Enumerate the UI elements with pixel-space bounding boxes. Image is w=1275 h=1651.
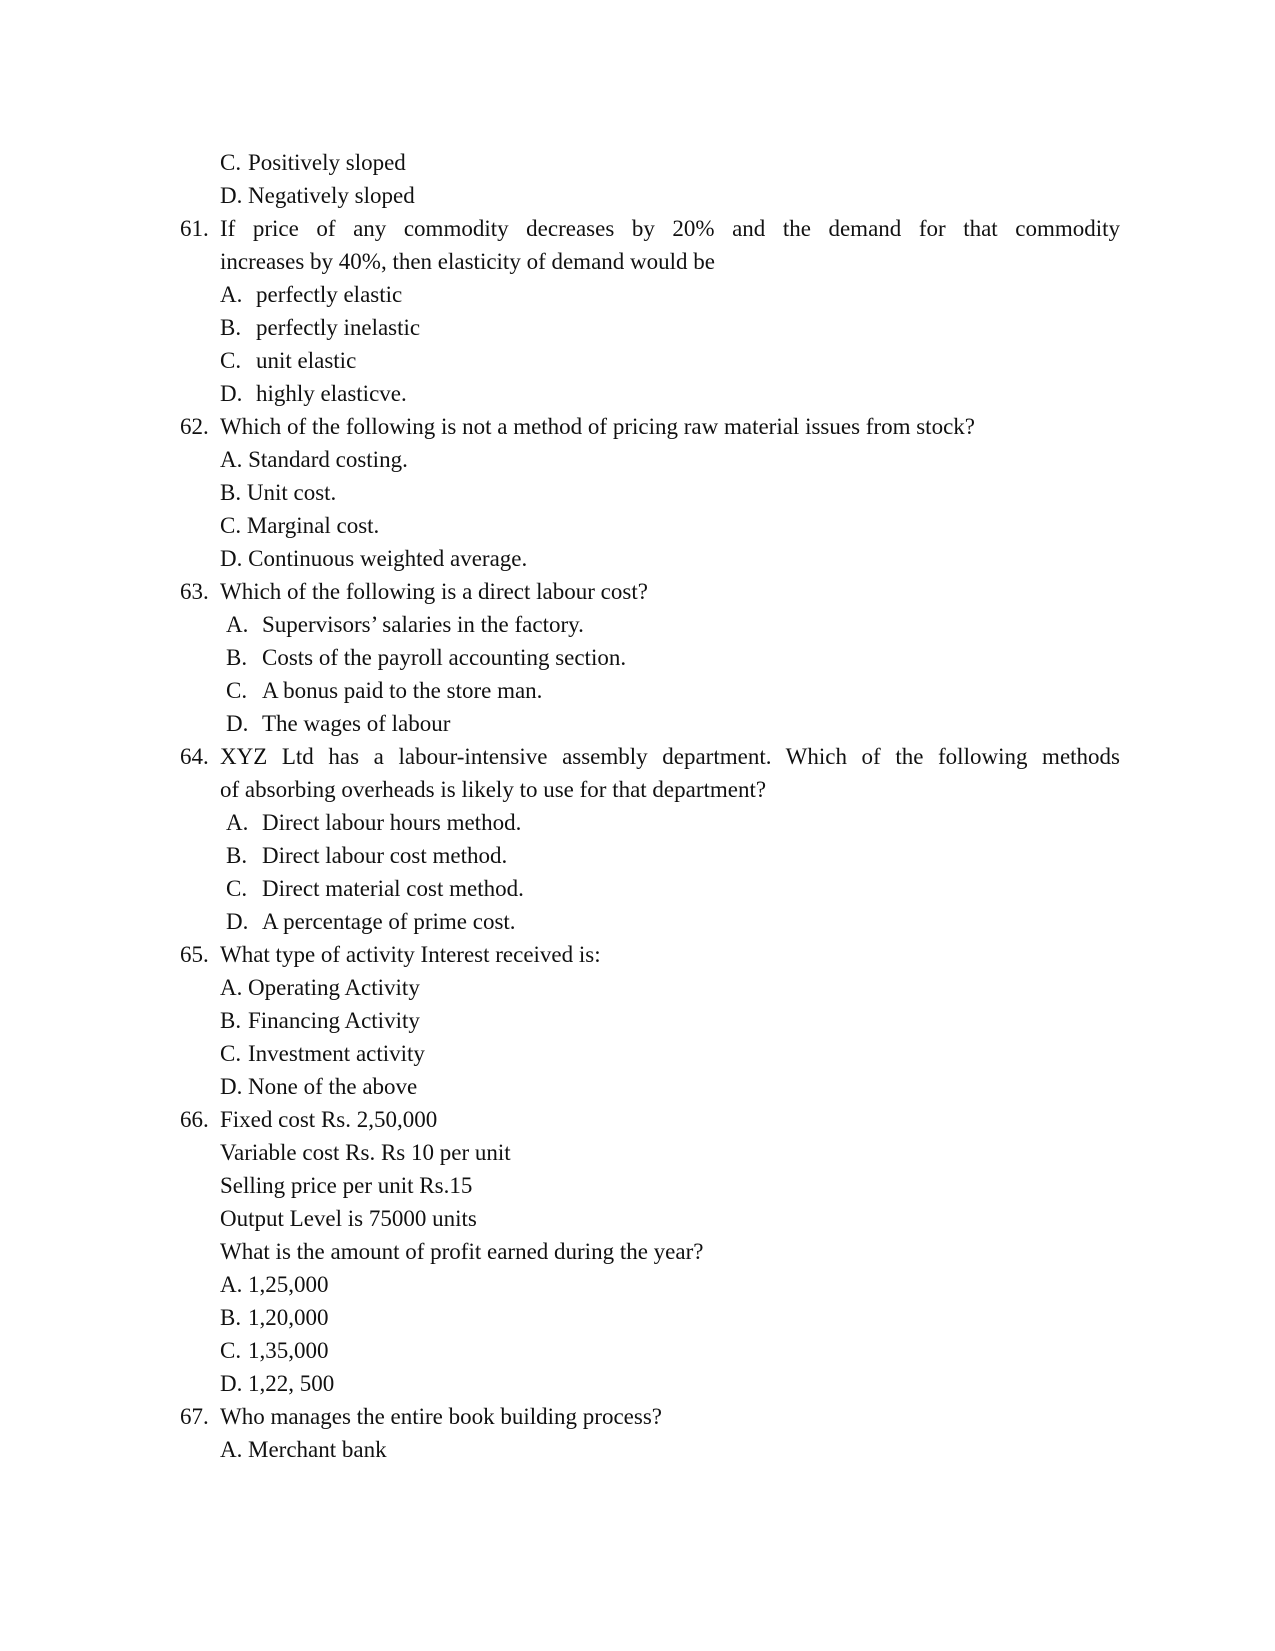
question-detail: Output Level is 75000 units — [220, 1206, 477, 1231]
option-text: A percentage of prime cost. — [262, 909, 516, 934]
question-65 — [180, 938, 1120, 971]
option-letter: D. — [220, 183, 243, 208]
option-letter: A. — [220, 1272, 243, 1297]
option-b — [180, 641, 1120, 674]
option-text: Direct labour hours method. — [262, 810, 522, 835]
option-c — [180, 1334, 1120, 1367]
question-number: 64. — [180, 744, 209, 769]
option-letter: A. — [220, 447, 243, 472]
question-62 — [180, 410, 1120, 443]
option-letter: B. — [226, 645, 248, 670]
question-number: 62. — [180, 414, 209, 439]
question-text: Fixed cost Rs. 2,50,000 — [220, 1107, 438, 1132]
option-d — [180, 377, 1120, 410]
option-d — [180, 1070, 1120, 1103]
option-text: Merchant bank — [248, 1437, 387, 1462]
option-text: Financing Activity — [248, 1008, 420, 1033]
option-text: Positively sloped — [248, 150, 406, 175]
option-letter: D. — [220, 381, 243, 406]
question-61 — [180, 212, 1120, 278]
option-a — [180, 1433, 1120, 1466]
option-text: Continuous weighted average. — [248, 546, 528, 571]
question-text: Which of the following is a direct labour cost? — [220, 579, 648, 604]
option-text: Direct labour cost method. — [262, 843, 508, 868]
option-text: Unit cost. — [246, 480, 337, 505]
option-a — [180, 278, 1120, 311]
option-letter: B. — [226, 843, 248, 868]
option-text: Investment activity — [248, 1041, 425, 1066]
option-letter: C. — [220, 513, 242, 538]
option-letter: A. — [226, 612, 249, 637]
question-67 — [180, 1400, 1120, 1433]
question-number: 61. — [180, 216, 209, 241]
option-text: 1,35,000 — [248, 1338, 329, 1363]
question-detail: What is the amount of profit earned during the year? — [220, 1239, 704, 1264]
option-a — [180, 608, 1120, 641]
question-64 — [180, 740, 1120, 806]
question-number: 66. — [180, 1107, 209, 1132]
question-text: What type of activity Interest received is: — [220, 942, 601, 967]
question-number: 67. — [180, 1404, 209, 1429]
option-letter: D. — [226, 711, 249, 736]
option-text: Direct material cost method. — [262, 876, 524, 901]
option-letter: C. — [220, 1041, 242, 1066]
option-letter: C. — [220, 348, 242, 373]
option-b — [180, 1004, 1120, 1037]
option-letter: D. — [220, 1371, 243, 1396]
option-b — [180, 311, 1120, 344]
option-a — [180, 806, 1120, 839]
option-letter: C. — [226, 678, 248, 703]
option-letter: C. — [220, 150, 242, 175]
option-a — [180, 443, 1120, 476]
option-text: Negatively sloped — [248, 183, 415, 208]
option-text: Supervisors’ salaries in the factory. — [262, 612, 584, 637]
option-a — [180, 1268, 1120, 1301]
option-letter: A. — [220, 1437, 243, 1462]
option-d — [180, 905, 1120, 938]
question-text-line1: If price of any commodity decreases by 20% and the demand for that commodity — [220, 216, 1120, 241]
option-b — [180, 476, 1120, 509]
option-text: Standard costing. — [248, 447, 408, 472]
question-text: Which of the following is not a method of pricing raw material issues from stock? — [220, 414, 975, 439]
option-text: Costs of the payroll accounting section. — [262, 645, 627, 670]
option-c — [180, 509, 1120, 542]
option-text: Operating Activity — [248, 975, 420, 1000]
option-c — [180, 344, 1120, 377]
option-b — [180, 1301, 1120, 1334]
option-letter: D. — [220, 546, 243, 571]
option-a — [180, 971, 1120, 1004]
option-c — [180, 674, 1120, 707]
option-letter: A. — [220, 282, 243, 307]
option-text: A bonus paid to the store man. — [262, 678, 543, 703]
option-text: highly elasticve. — [256, 381, 407, 406]
option-letter: A. — [226, 810, 249, 835]
option-letter: B. — [220, 480, 242, 505]
option-text: 1,22, 500 — [248, 1371, 335, 1396]
question-number: 63. — [180, 579, 209, 604]
question-text-line1: XYZ Ltd has a labour-intensive assembly department. Which of the following methods — [220, 744, 1120, 769]
option-d — [180, 542, 1120, 575]
question-list — [180, 146, 1120, 1466]
option-letter: C. — [226, 876, 248, 901]
question-66 — [180, 1103, 1120, 1268]
question-detail: Variable cost Rs. Rs 10 per unit — [220, 1140, 511, 1165]
option-text: perfectly elastic — [256, 282, 403, 307]
option-d — [180, 179, 1120, 212]
option-text: Marginal cost. — [246, 513, 380, 538]
option-letter: D. — [220, 1074, 243, 1099]
question-text-line2: increases by 40%, then elasticity of demand would be — [220, 249, 715, 274]
option-d — [180, 707, 1120, 740]
option-text: perfectly inelastic — [256, 315, 421, 340]
option-letter: D. — [226, 909, 249, 934]
option-text: The wages of labour — [262, 711, 451, 736]
option-letter: B. — [220, 1305, 242, 1330]
option-text: 1,20,000 — [248, 1305, 329, 1330]
option-text: 1,25,000 — [248, 1272, 329, 1297]
option-c — [180, 872, 1120, 905]
question-text: Who manages the entire book building process? — [220, 1404, 662, 1429]
option-letter: A. — [220, 975, 243, 1000]
option-letter: B. — [220, 315, 242, 340]
question-number: 65. — [180, 942, 209, 967]
option-letter: B. — [220, 1008, 242, 1033]
option-b — [180, 839, 1120, 872]
question-text-line2: of absorbing overheads is likely to use for that department? — [220, 777, 767, 802]
option-text: unit elastic — [256, 348, 357, 373]
option-c — [180, 1037, 1120, 1070]
option-text: None of the above — [248, 1074, 418, 1099]
question-63 — [180, 575, 1120, 608]
option-d — [180, 1367, 1120, 1400]
option-c — [180, 146, 1120, 179]
option-letter: C. — [220, 1338, 242, 1363]
question-detail: Selling price per unit Rs.15 — [220, 1173, 473, 1198]
